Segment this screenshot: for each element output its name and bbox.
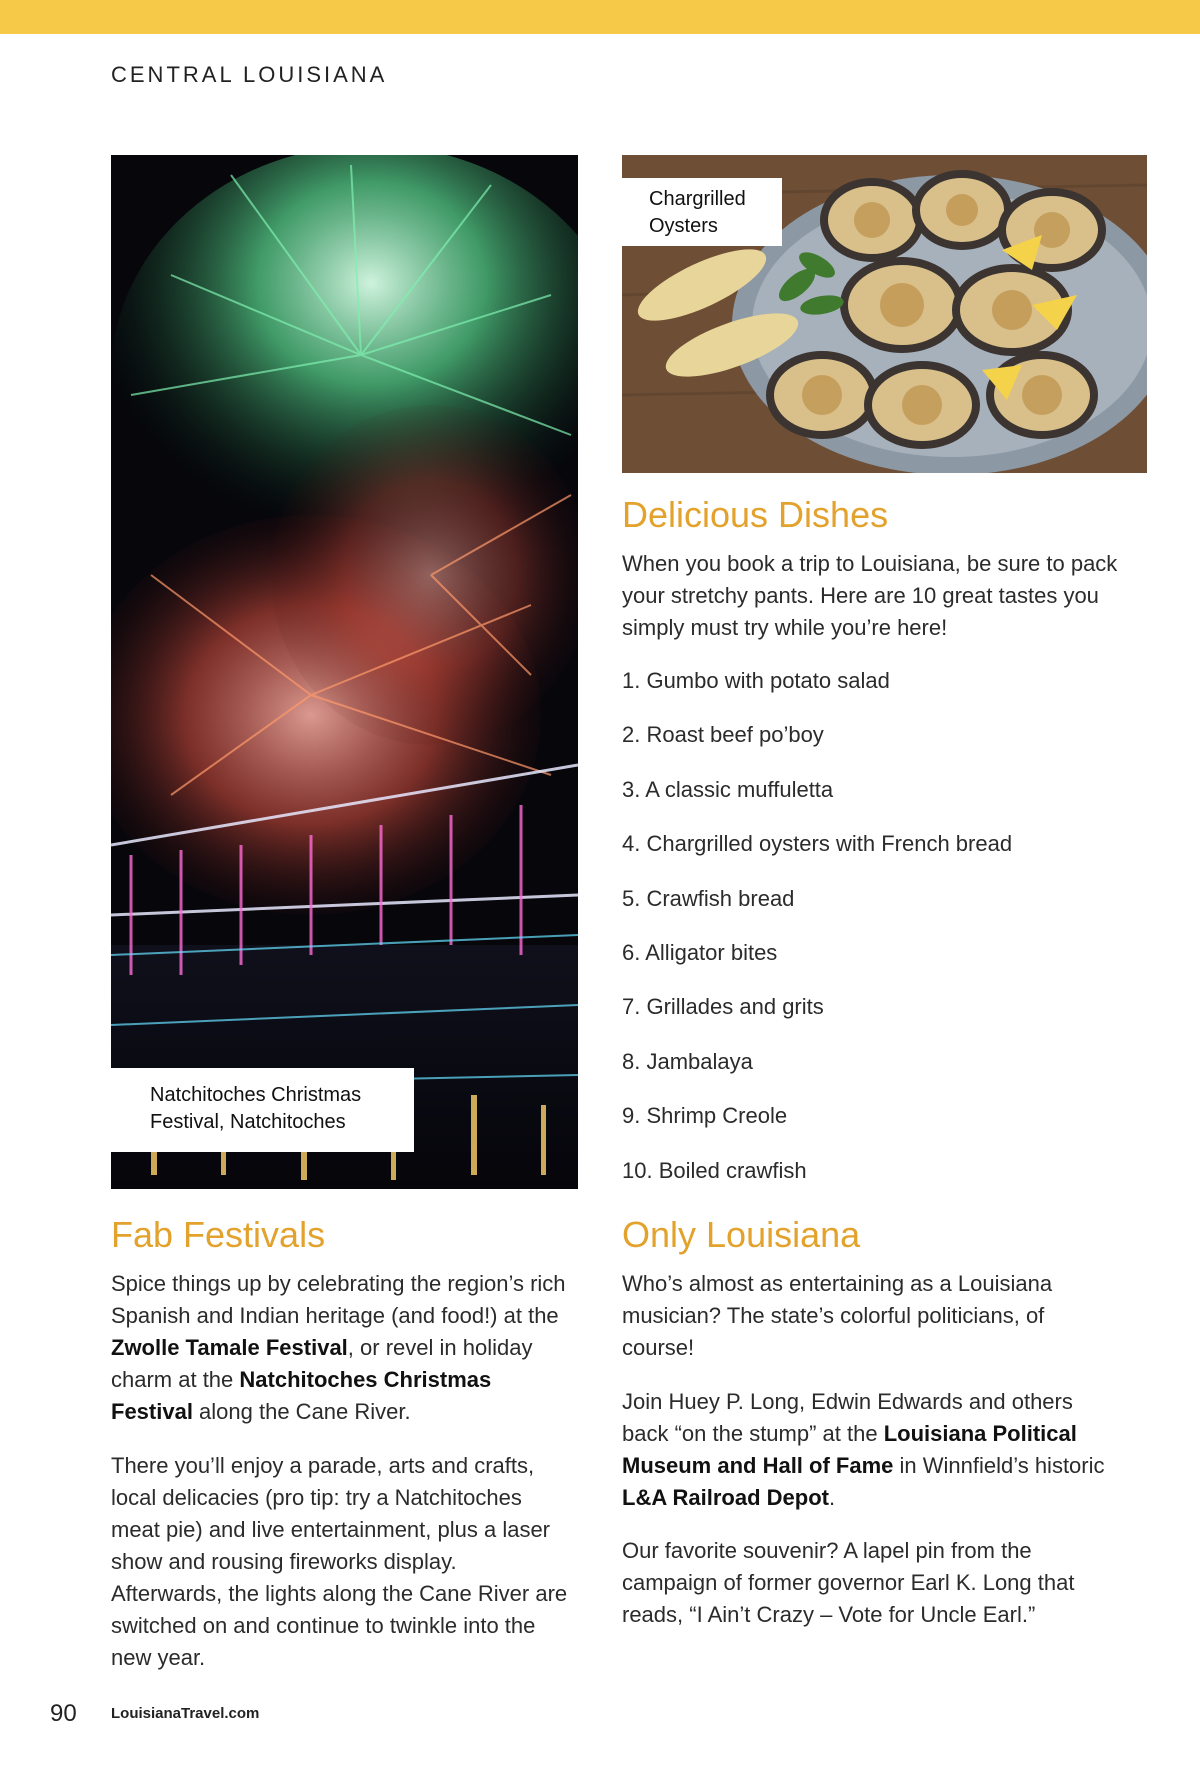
political-museum-name: Louisiana Political Museum and Hall of Fame <box>622 1421 1077 1478</box>
list-item: 3. A classic muffuletta <box>622 776 834 802</box>
only-louisiana-paragraph-1: Who’s almost as entertaining as a Louisiana musician? The state’s colorful politicians, of course! <box>622 1271 1053 1360</box>
only-louisiana-heading: Only Louisiana <box>622 1214 861 1255</box>
list-item: 9. Shrimp Creole <box>622 1103 788 1129</box>
dishes-heading: Delicious Dishes <box>622 494 889 535</box>
page-number: 90 <box>50 1700 77 1727</box>
list-item: 4. Chargrilled oysters with French bread <box>622 831 1013 857</box>
railroad-depot-name: L&A Railroad Depot <box>622 1485 829 1510</box>
fireworks-photo <box>111 155 578 1189</box>
list-item: 1. Gumbo with potato salad <box>622 668 890 693</box>
dish-list <box>622 665 1122 1209</box>
festivals-paragraph-2: There you’ll enjoy a parade, arts and crafts, local delicacies (pro tip: try a Natchitoches meat pie) and live entertainment, plus a laser show and rousing fireworks display. Afterwards, the lights along the Cane River are switched on and continue to twinkle into the new year. <box>111 1453 568 1670</box>
dishes-intro: When you book a trip to Louisiana, be sure to pack your stretchy pants. Here are 10 great tastes you simply must try while you’re here! <box>622 551 1118 640</box>
list-item: 10. Boiled crawfish <box>622 1157 807 1183</box>
website-url: LouisianaTravel.com <box>111 1705 260 1722</box>
section-label: CENTRAL LOUISIANA <box>111 62 388 87</box>
top-accent-bar <box>0 0 1200 34</box>
list-item: 7. Grillades and grits <box>622 994 824 1020</box>
list-item: 2. Roast beef po’boy <box>622 722 824 748</box>
zwolle-tamale-festival: Zwolle Tamale Festival <box>111 1335 348 1360</box>
oysters-caption: Chargrilled Oysters <box>622 178 782 246</box>
natchitoches-christmas-festival: Natchitoches Christmas Festival <box>111 1367 492 1424</box>
list-item: 5. Crawfish bread <box>622 885 795 911</box>
only-louisiana-paragraph-2: Join Huey P. Long, Edwin Edwards and others back “on the stump” at the Louisiana Political Museum and Hall of Fame in Winnfield’s historic L&A Railroad Depot. <box>622 1389 1105 1510</box>
festivals-paragraph-1: Spice things up by celebrating the region’s rich Spanish and Indian heritage (and food!) at the Zwolle Tamale Festival, or revel in holiday charm at the Natchitoches Christmas Festival along the Cane River. <box>111 1271 566 1424</box>
list-item: 6. Alligator bites <box>622 939 778 965</box>
list-item: 8. Jambalaya <box>622 1048 753 1074</box>
fireworks-caption: Natchitoches Christmas Festival, Natchitoches <box>111 1068 414 1152</box>
only-louisiana-paragraph-3: Our favorite souvenir? A lapel pin from the campaign of former governor Earl K. Long that reads, “I Ain’t Crazy – Vote for Uncle Earl.” <box>622 1538 1075 1627</box>
festivals-heading: Fab Festivals <box>111 1214 326 1255</box>
